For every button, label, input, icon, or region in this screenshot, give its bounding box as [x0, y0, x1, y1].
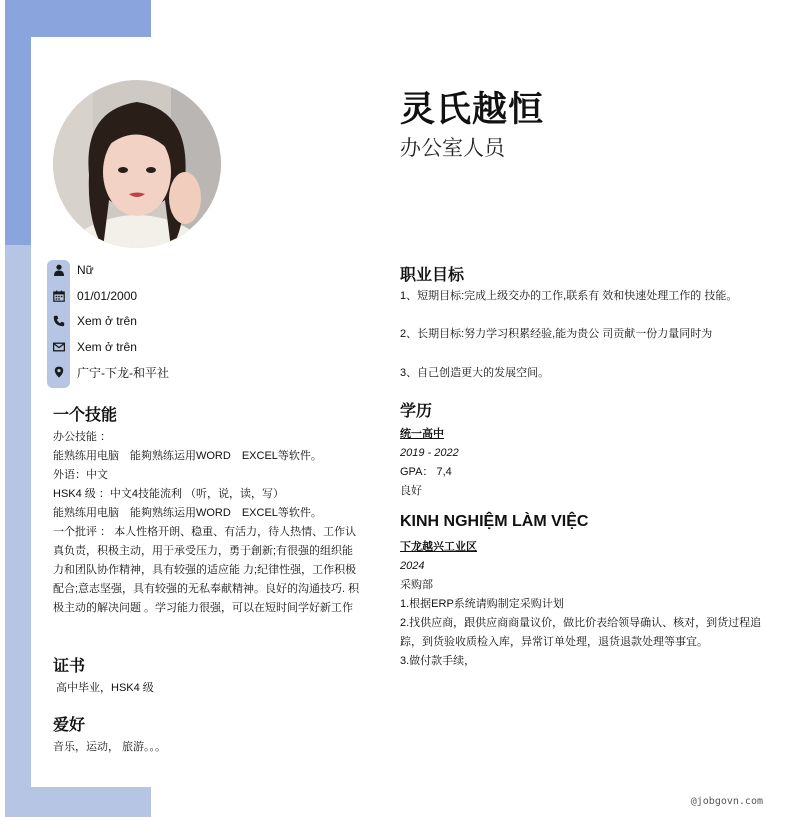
skills-line: 外语：中文	[53, 469, 108, 481]
education-period: 2019 - 2022	[400, 447, 459, 459]
contact-address	[47, 362, 169, 382]
education-gpa: GPA： 7,4	[400, 466, 452, 478]
objective-item: 1、短期目标:完成上级交办的工作,联系有 效和快速处理工作的 技能。	[400, 290, 738, 302]
objective-item: 2、长期目标:努力学习积累经验,能为贵公 司贡献一份力量同时为	[400, 328, 713, 340]
experience-line: 2.找供应商，跟供应商商量议价，做比价表给领导确认、核对，到货过程追踪，到货验收质检入库，异常订单处理，退货退款处理等事宜。	[400, 617, 762, 648]
birthday-text: 01/01/2000	[77, 289, 138, 303]
education-heading: 学历	[400, 403, 433, 420]
calendar-icon	[47, 290, 70, 302]
gender-text: Nữ	[77, 263, 94, 277]
objective-item: 3、自己创造更大的发展空间。	[400, 367, 550, 379]
skills-line: 能熟练用电脑 能夠熟练运用WORD EXCEL等软件。	[53, 450, 322, 462]
address-text: 广宁-下龙-和平社	[77, 365, 169, 380]
watermark: @jobgovn.com	[690, 796, 763, 807]
contact-email	[47, 337, 137, 357]
envelope-icon	[47, 341, 70, 353]
experience-entry	[400, 538, 770, 671]
company-name: 下龙越兴工业区	[400, 541, 477, 553]
contact-phone	[47, 311, 137, 331]
phone-icon	[47, 315, 70, 327]
experience-year: 2024	[400, 560, 425, 572]
email-text: Xem ở trên	[77, 340, 137, 354]
school-name: 统一高中	[400, 428, 444, 440]
objective-list	[400, 328, 770, 341]
certificates-text: 高中毕业，HSK4 级	[56, 682, 154, 694]
objective-heading: 职业目标	[400, 267, 465, 284]
avatar-photo	[53, 80, 221, 248]
experience-line: 1.根据ERP系统请购制定采购计划	[400, 598, 564, 610]
hobbies-text: 音乐，运动， 旅游。。。	[53, 741, 167, 753]
person-icon	[47, 264, 70, 276]
experience-heading: KINH NGHIỆM LÀM VIỆC	[400, 513, 589, 530]
job-title: 办公室人员	[400, 137, 505, 160]
contact-gender	[47, 260, 94, 280]
contact-birthday	[47, 286, 137, 306]
skills-line: 一个批评 ： 本人性格开朗、稳重、有活力，待人热情、工作认真负责，积极主动，用于承受压力，勇于創新;有很强的组织能力和团队协作精神，具有较强的适应能 力;纪律性强，工作积极配合;意志坚强，具有较强的无私奉献精神。良好的沟通技巧. 积极主动的解决问题 。学习能力很强，可以在短时间学好新工作	[53, 526, 360, 614]
education-grade: 良好	[400, 485, 422, 497]
phone-text: Xem ở trên	[77, 314, 137, 328]
candidate-name: 灵氏越恒	[400, 90, 545, 129]
skills-list	[53, 428, 363, 618]
skills-line: HSK4 级 ：中文4技能流利 （听，说，读，写）	[53, 488, 285, 500]
objective-list	[400, 290, 770, 303]
avatar	[53, 80, 221, 248]
location-pin-icon	[47, 366, 70, 378]
skills-line: 能熟练用电脑 能夠熟练运用WORD EXCEL等软件。	[53, 507, 322, 519]
hobbies-heading: 爱好	[53, 717, 86, 734]
experience-department: 采购部	[400, 579, 433, 591]
experience-duties	[400, 595, 770, 671]
skills-heading: 一个技能	[53, 407, 118, 424]
certificates-heading: 证书	[53, 658, 86, 675]
experience-line: 3.做付款手续，	[400, 655, 476, 667]
objective-list	[400, 367, 770, 380]
skills-line: 办公技能 ：	[53, 431, 112, 443]
education-entry	[400, 425, 770, 501]
